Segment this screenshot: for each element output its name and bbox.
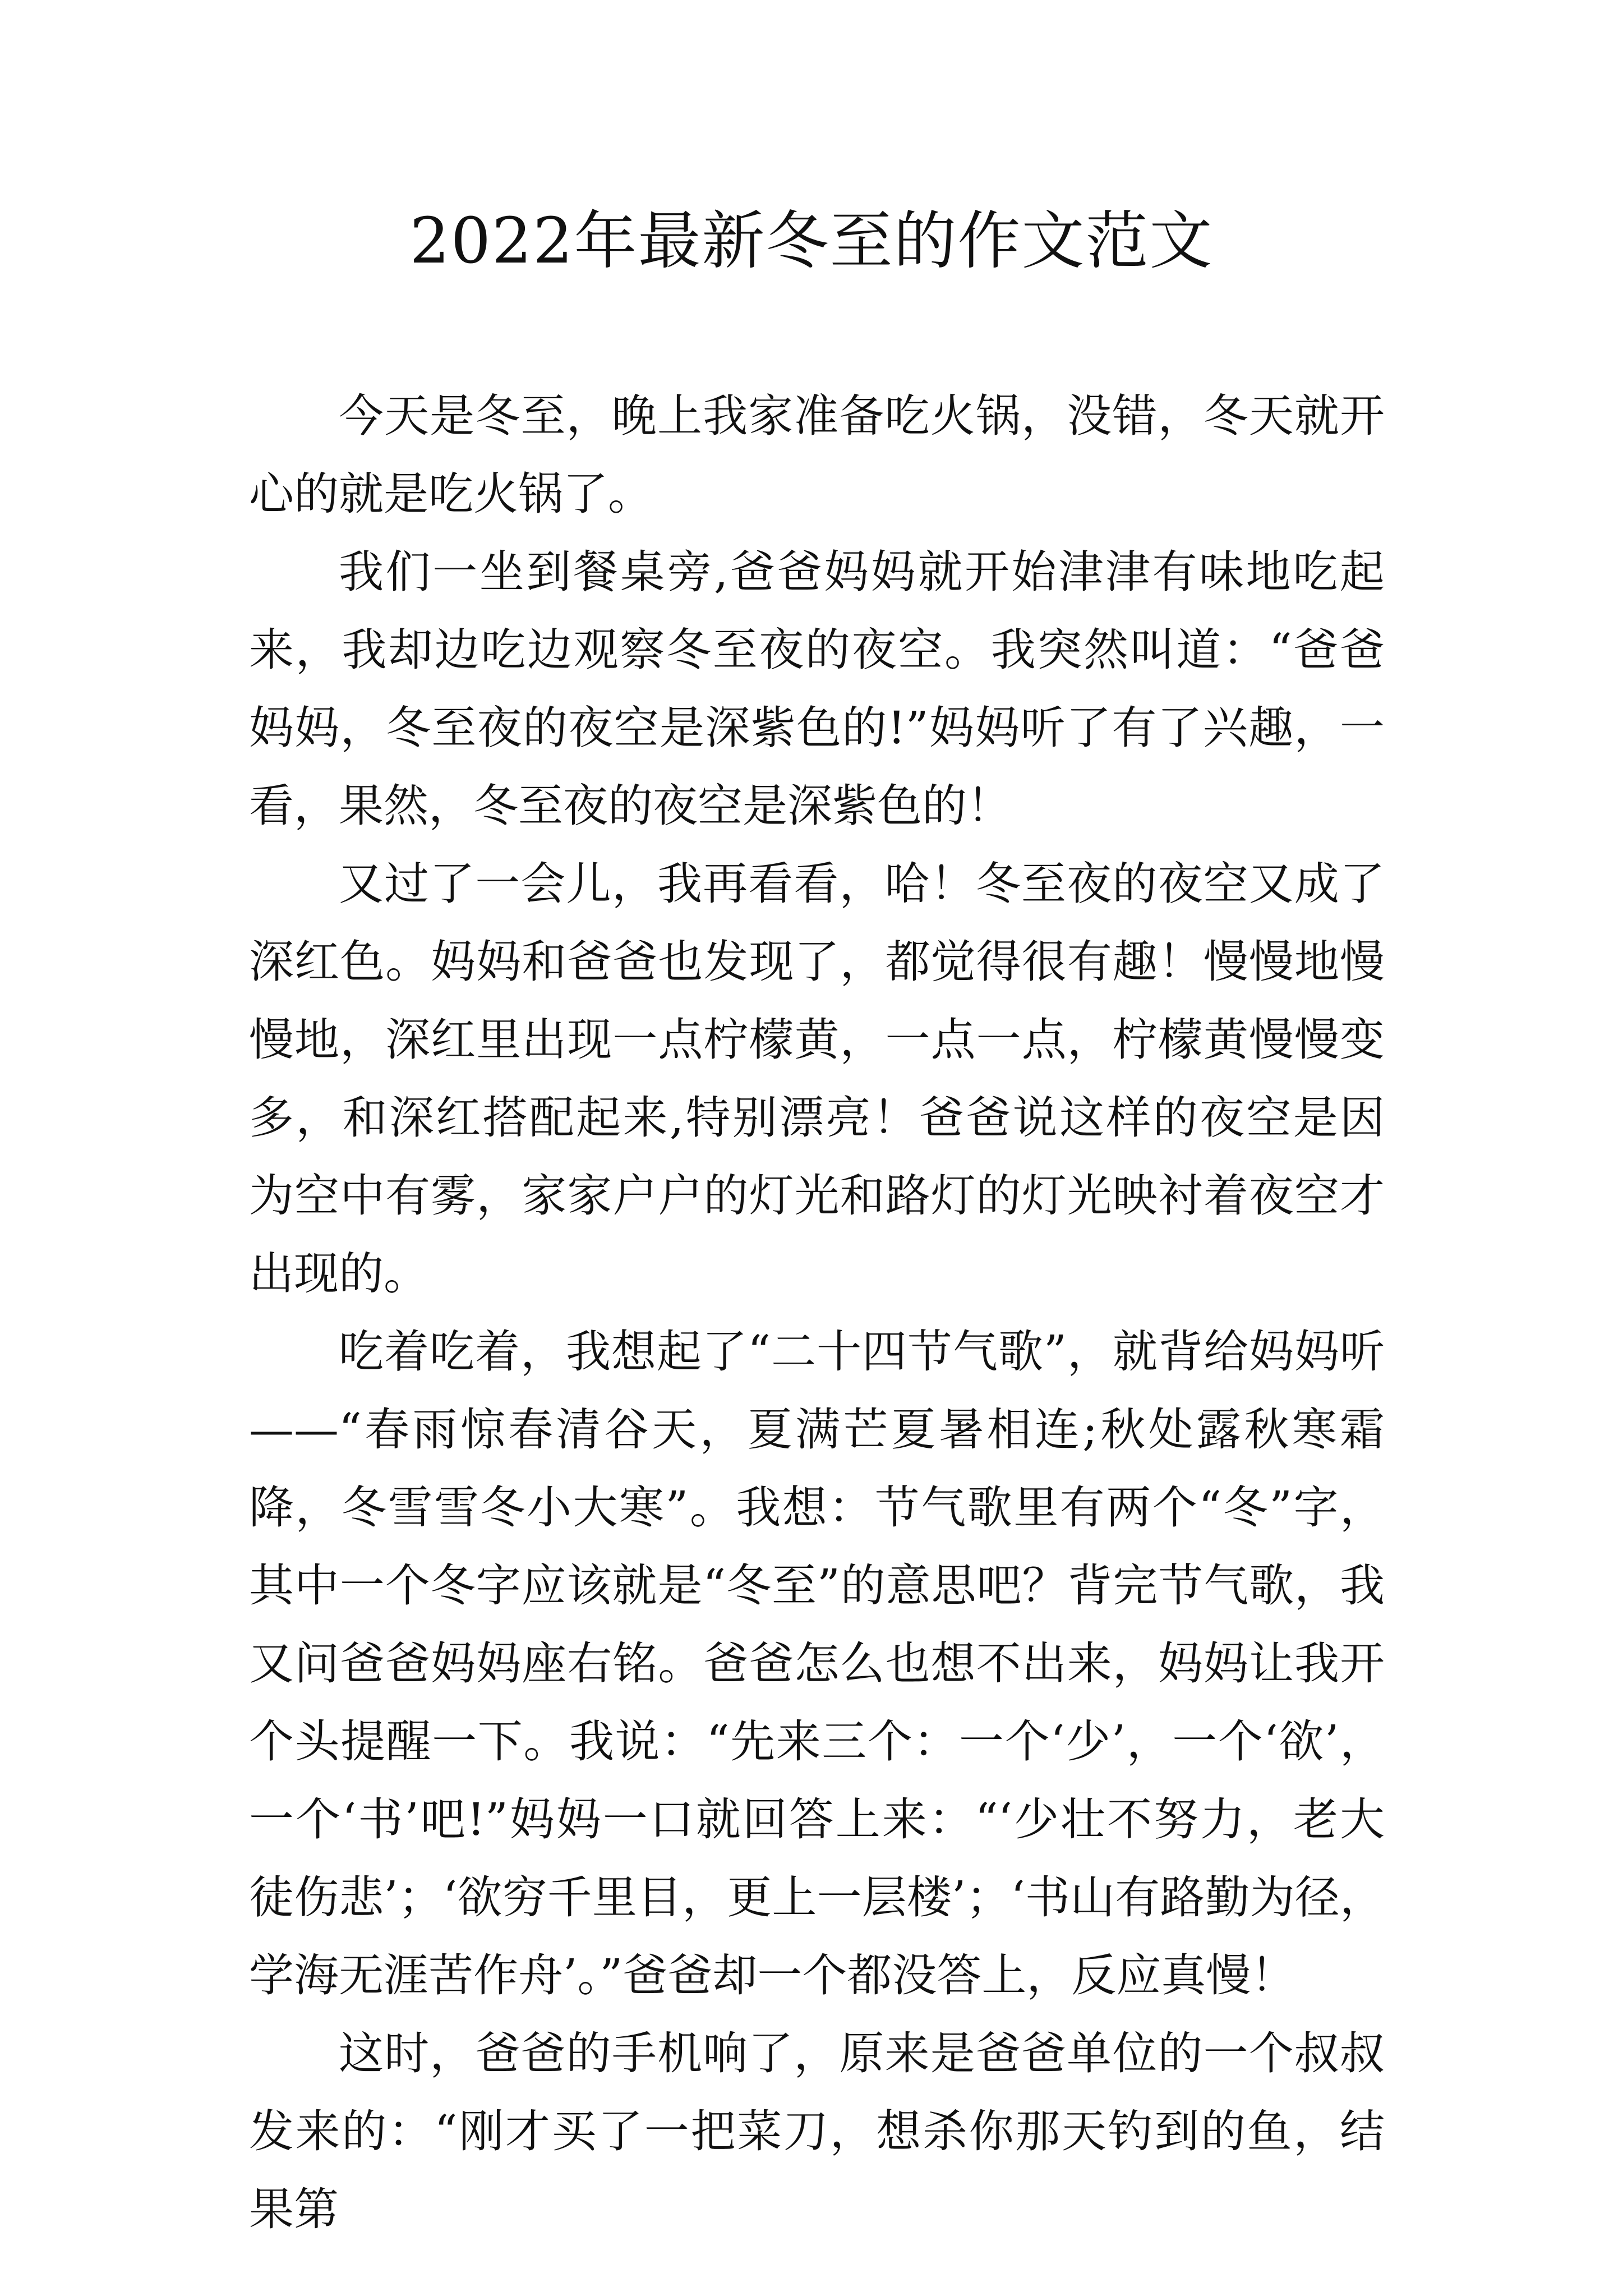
document-body — [249, 377, 1385, 2248]
paragraph: 我们一坐到餐桌旁,爸爸妈妈就开始津津有味地吃起来，我却边吃边观察冬至夜的夜空。我突然叫道：“爸爸妈妈，冬至夜的夜空是深紫色的!”妈妈听了有了兴趣，一看，果然，冬至夜的夜空是深紫色的！ — [249, 546, 1385, 832]
paragraph: 吃着吃着，我想起了“二十四节气歌”，就背给妈妈听——“春雨惊春清谷天，夏满芒夏暑相连;秋处露秋寒霜降，冬雪雪冬小大寒”。我想：节气歌里有两个“冬”字，其中一个冬字应该就是“冬至”的意思吧？背完节气歌，我又问爸爸妈妈座右铭。爸爸怎么也想不出来，妈妈让我开个头提醒一下。我说：“先来三个：一个‘少’，一个‘欲’，一个‘书’吧!”妈妈一口就回答上来：“‘少壮不努力，老大徒伤悲’；‘欲穷千里目，更上一层楼’；‘书山有路勤为径，学海无涯苦作舟’。”爸爸却一个都没答上，反应真慢！ — [249, 1326, 1385, 2001]
paragraph: 又过了一会儿，我再看看，哈！冬至夜的夜空又成了深红色。妈妈和爸爸也发现了，都觉得很有趣！慢慢地慢慢地，深红里出现一点柠檬黄，一点一点，柠檬黄慢慢变多，和深红搭配起来,特别漂亮！爸爸说这样的夜空是因为空中有雾，家家户户的灯光和路灯的灯光映衬着夜空才出现的。 — [249, 858, 1385, 1300]
paragraph: 今天是冬至，晚上我家准备吃火锅，没错，冬天就开心的就是吃火锅了。 — [249, 390, 1385, 520]
document-title: 2022年最新冬至的作文范文 — [409, 205, 1214, 278]
paragraph: 这时，爸爸的手机响了，原来是爸爸单位的一个叔叔发来的：“刚才买了一把菜刀，想杀你那天钓到的鱼，结果第 — [249, 2027, 1385, 2235]
